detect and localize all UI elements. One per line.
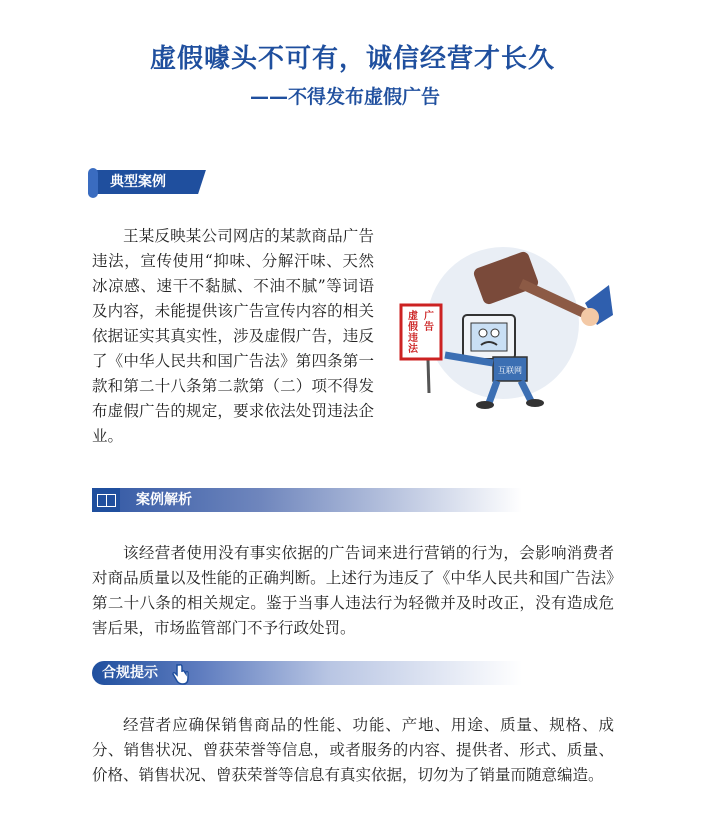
sign-char: 告 <box>424 322 434 333</box>
illustration-svg <box>385 245 613 410</box>
section-header-tip <box>92 661 522 685</box>
section-header-case <box>92 170 202 194</box>
sign-char: 假 <box>408 322 418 333</box>
scroll-curl-icon <box>88 168 98 198</box>
section-header-analysis <box>92 488 522 512</box>
case-paragraph <box>92 224 374 449</box>
tip-paragraph <box>92 713 614 788</box>
sign-char: 法 <box>408 344 418 355</box>
sign-char: 违 <box>408 333 418 344</box>
section-label-tip: 合规提示 <box>102 665 158 681</box>
book-icon <box>92 488 120 512</box>
analysis-text: 该经营者使用没有事实依据的广告词来进行营销的行为，会影响消费者对商品质量以及性能的正确判断。上述行为违反了《中华人民共和国广告法》第二十八条的相关规定。鉴于当事人违法行为轻微并及时改正，没有造成危害后果，市场监管部门不予行政处罚。 <box>92 544 614 637</box>
tip-text: 经营者应确保销售商品的性能、功能、产地、用途、质量、规格、成分、销售状况、曾获荣誉等信息，或者服务的内容、提供者、形式、质量、价格、销售状况、曾获荣誉等信息有真实依据，切勿为了销量而随意编造。 <box>92 716 614 784</box>
pointer-hand-icon <box>170 663 190 685</box>
sign-char: 广 <box>424 311 434 322</box>
sign-char: 虚 <box>408 311 418 322</box>
section-label-analysis: 案例解析 <box>136 492 192 508</box>
page-subtitle: ——不得发布虚假广告 <box>250 86 441 108</box>
section-label-case: 典型案例 <box>110 174 166 190</box>
screen-label: 互联网 <box>498 366 522 375</box>
page-title: 虚假噱头不可有，诚信经营才长久 <box>149 44 555 74</box>
warning-sign-icon <box>401 305 441 393</box>
analysis-paragraph <box>92 541 614 641</box>
illustration-false-ad <box>385 245 613 410</box>
case-text: 王某反映某公司网店的某款商品广告违法，宣传使用“抑味、分解汗味、天然冰凉感、速干不黏腻、不油不腻”等词语及内容，未能提供该广告宣传内容的相关依据证实其真实性，涉及虚假广告，违反了《中华人民共和国广告法》第四条第一款和第二十八条第二款第（二）项不得发布虚假广告的规定，要求依法处罚违法企业。 <box>92 227 374 445</box>
